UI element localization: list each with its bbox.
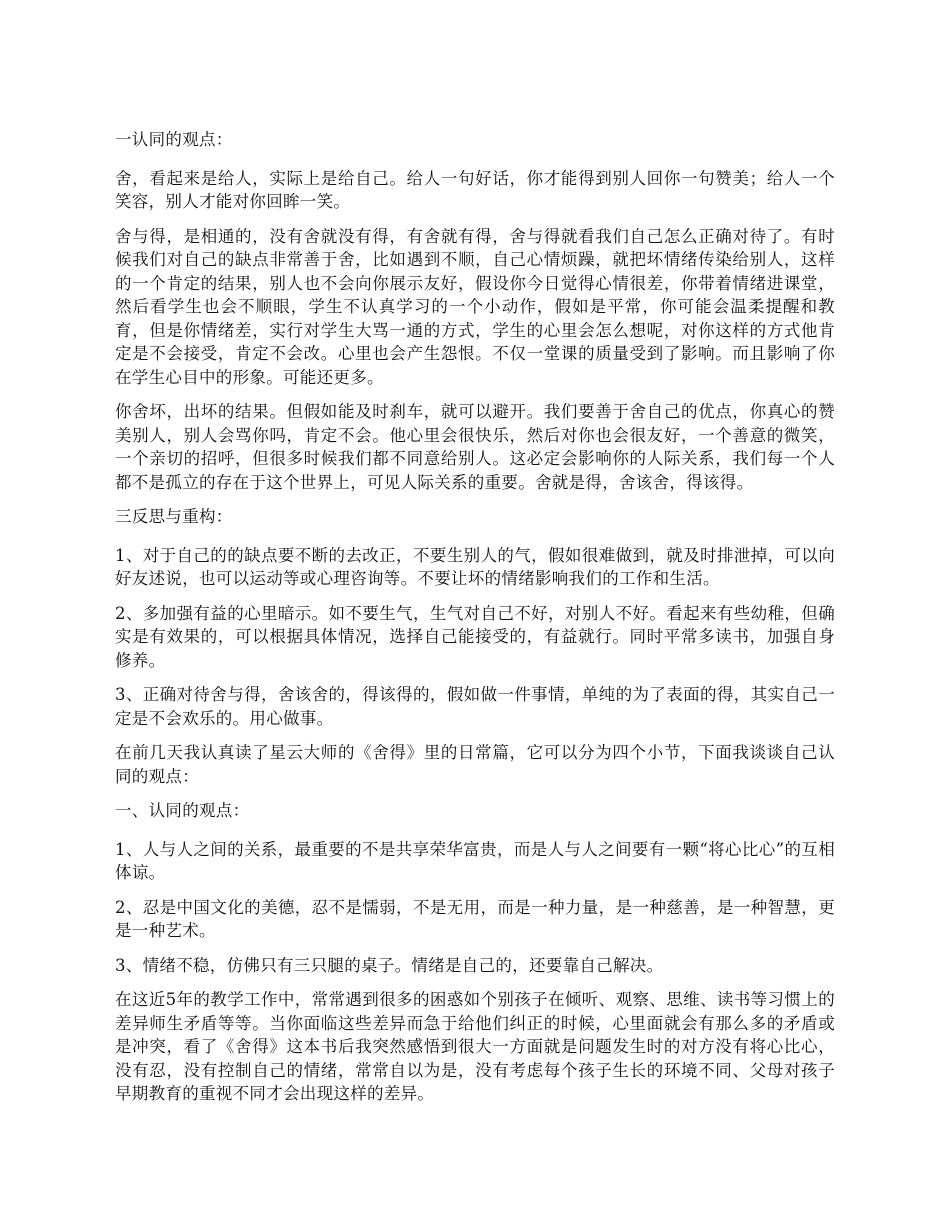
section-heading-reflection: 三反思与重构：: [115, 507, 233, 526]
section-heading-agree-2: 一、认同的观点：: [115, 801, 250, 820]
list-item-reflection-3: 3、正确对待舍与得，舍该舍的，得该得的，假如做一件事情，单纯的为了表面的得，其实自己一定是不会欢乐的。用心做事。: [115, 685, 835, 728]
list-item-agree-1: 1、人与人之间的关系，最重要的不是共享荣华富贵，而是人与人之间要有一颗“将心比心”的互相体谅。: [115, 839, 835, 882]
paragraph-intro-reading: 在前几天我认真读了星云大师的《舍得》里的日常篇，它可以分为四个小节，下面我谈谈自己认同的观点：: [115, 743, 835, 786]
paragraph-teaching-experience: 在这近5年的教学工作中，常常遇到很多的困惑如个别孩子在倾听、观察、思维、读书等习惯上的差异师生矛盾等等。当你面临这些差异而急于给他们纠正的时候，心里面就会有那么多的矛盾或是冲突，看了《舍得》这本书后我突然感悟到很大一方面就是问题发生时的对方没有将心比心，没有忍，没有控制自己的情绪，常常自以为是，没有考虑每个孩子生长的环境不同、父母对孩子早期教育的重视不同才会出现这样的差异。: [115, 990, 835, 1103]
list-item-agree-3: 3、情绪不稳，仿佛只有三只腿的桌子。情绪是自己的，还要靠自己解决。: [115, 955, 664, 975]
section-heading-agree: 一认同的观点：: [115, 130, 233, 149]
paragraph-bad-results: 你舍坏，出坏的结果。但假如能及时刹车，就可以避开。我们要善于舍自己的优点，你真心的赞美别人，别人会骂你吗，肯定不会。他心里会很快乐，然后对你也会很友好，一个善意的微笑，一个亲切的招呼，但很多时候我们都不同意给别人。这必定会影响你的人际关系，我们每一个人都不是孤立的存在于这个世界上，可见人际关系的重要。舍就是得，舍该舍，得该得。: [115, 402, 835, 492]
document-page: [115, 128, 835, 1117]
list-item-reflection-1: 1、对于自己的的缺点要不断的去改正，不要生别人的气，假如很难做到，就及时排泄掉，可以向好友述说，也可以运动等或心理咨询等。不要让坏的情绪影响我们的工作和生活。: [115, 545, 835, 588]
list-item-reflection-2: 2、多加强有益的心里暗示。如不要生气，生气对自己不好，对别人不好。看起来有些幼稚，但确实是有效果的，可以根据具体情况，选择自己能接受的，有益就行。同时平常多读书，加强自身修养。: [115, 603, 835, 670]
paragraph-giving: 舍，看起来是给人，实际上是给自己。给人一句好话，你才能得到别人回你一句赞美；给人一个笑容，别人才能对你回眸一笑。: [115, 168, 835, 211]
paragraph-give-and-take: 舍与得，是相通的，没有舍就没有得，有舍就有得，舍与得就看我们自己怎么正确对待了。有时候我们对自己的缺点非常善于舍，比如遇到不顺，自己心情烦躁，就把坏情绪传染给别人，这样的一个肯定的结果，别人也不会向你展示友好，假设你今日觉得心情很差，你带着情绪进课堂，然后看学生也会不顺眼，学生不认真学习的一个小动作，假如是平常，你可能会温柔提醒和教育，但是你情绪差，实行对学生大骂一通的方式，学生的心里会怎么想呢，对你这样的方式他肯定是不会接受，肯定不会改。心里也会产生怨恨。不仅一堂课的质量受到了影响。而且影响了你在学生心目中的形象。可能还更多。: [115, 226, 835, 387]
list-item-agree-2: 2、忍是中国文化的美德，忍不是懦弱，不是无用，而是一种力量，是一种慈善，是一种智慧，更是一种艺术。: [115, 897, 835, 940]
